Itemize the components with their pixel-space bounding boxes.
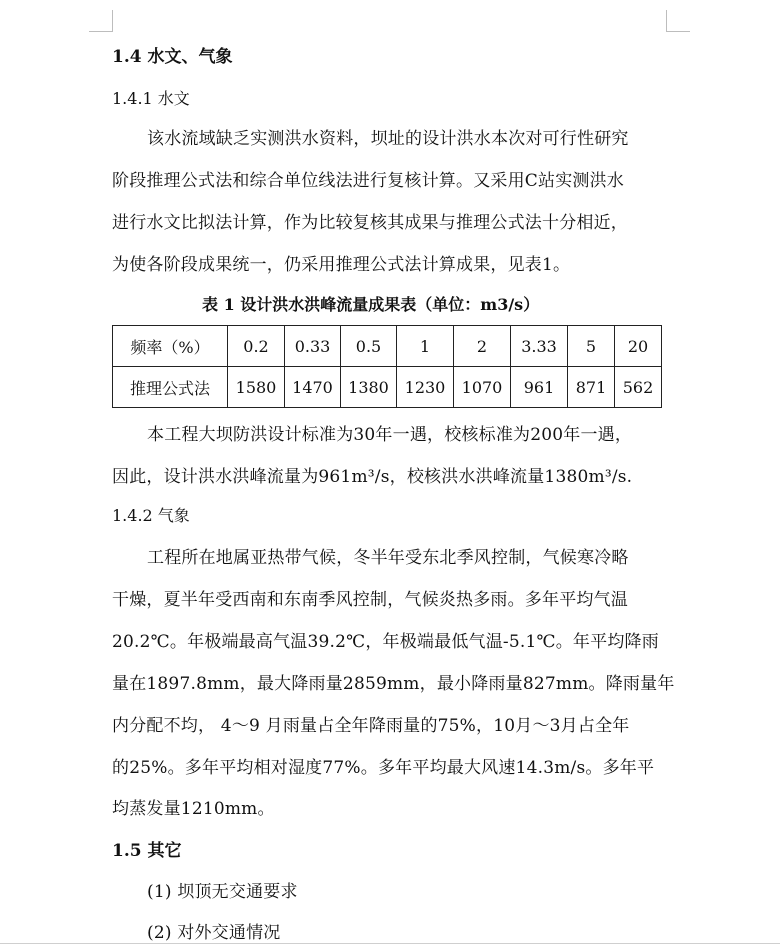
table-cell: 0.33	[285, 326, 341, 367]
paragraph-line: 该水流域缺乏实测洪水资料，坝址的设计洪水本次对可行性研究	[147, 129, 629, 149]
table-cell: 562	[615, 367, 662, 408]
list-item: (1) 坝顶无交通要求	[147, 882, 298, 902]
table-caption: 表 1 设计洪水洪峰流量成果表（单位：m3/s）	[202, 295, 540, 314]
paragraph-line: 为使各阶段成果统一，仍采用推理公式法计算成果，见表1。	[112, 255, 571, 275]
table-cell: 871	[568, 367, 615, 408]
paragraph-line: 工程所在地属亚热带气候，冬半年受东北季风控制，气候寒冷略	[147, 548, 629, 568]
table-cell: 1470	[285, 367, 341, 408]
paragraph-line: 内分配不均， 4～9 月雨量占全年降雨量的75%，10月～3月占全年	[112, 716, 630, 736]
heading-1-4-1: 1.4.1 水文	[112, 89, 190, 108]
paragraph-line: 量在1897.8mm，最大降雨量2859mm，最小降雨量827mm。降雨量年	[112, 674, 675, 694]
paragraph-line: 的25%。多年平均相对湿度77%。多年平均最大风速14.3m/s。多年平	[112, 758, 655, 778]
table-cell: 1580	[228, 367, 285, 408]
table-cell-header: 频率（%）	[113, 326, 228, 367]
crop-mark-top-right-horizontal	[666, 31, 690, 32]
table-cell: 1	[397, 326, 454, 367]
table-cell: 1380	[341, 367, 397, 408]
heading-1-5: 1.5 其它	[112, 841, 182, 861]
table-cell: 3.33	[511, 326, 568, 367]
table-cell: 1070	[454, 367, 511, 408]
crop-mark-top-right-vertical	[666, 10, 667, 32]
table-cell: 5	[568, 326, 615, 367]
table-cell-header: 推理公式法	[113, 367, 228, 408]
paragraph-line: 因此，设计洪水洪峰流量为961m³/s，校核洪水洪峰流量1380m³/s.	[112, 467, 633, 487]
table-cell: 0.5	[341, 326, 397, 367]
table-row	[113, 367, 662, 408]
crop-mark-top-left-horizontal	[89, 31, 113, 32]
table-cell: 20	[615, 326, 662, 367]
list-item: (2) 对外交通情况	[147, 923, 281, 943]
paragraph-line: 20.2℃。年极端最高气温39.2℃，年极端最低气温-5.1℃。年平均降雨	[112, 632, 659, 652]
heading-1-4: 1.4 水文、气象	[112, 47, 233, 67]
page-bottom-edge	[0, 943, 780, 944]
heading-1-4-2: 1.4.2 气象	[112, 506, 190, 525]
paragraph-line: 本工程大坝防洪设计标准为30年一遇，校核标准为200年一遇，	[147, 425, 633, 445]
table-cell: 2	[454, 326, 511, 367]
flood-peak-table	[112, 325, 662, 408]
paragraph-line: 进行水文比拟法计算，作为比较复核其成果与推理公式法十分相近，	[112, 213, 628, 233]
table-row	[113, 326, 662, 367]
table-cell: 1230	[397, 367, 454, 408]
crop-mark-top-left-vertical	[112, 10, 113, 32]
paragraph-line: 阶段推理公式法和综合单位线法进行复核计算。又采用C站实测洪水	[112, 171, 625, 191]
table-cell: 961	[511, 367, 568, 408]
paragraph-line: 干燥，夏半年受西南和东南季风控制，气候炎热多雨。多年平均气温	[112, 590, 628, 610]
table-cell: 0.2	[228, 326, 285, 367]
paragraph-line: 均蒸发量1210mm。	[112, 799, 275, 819]
